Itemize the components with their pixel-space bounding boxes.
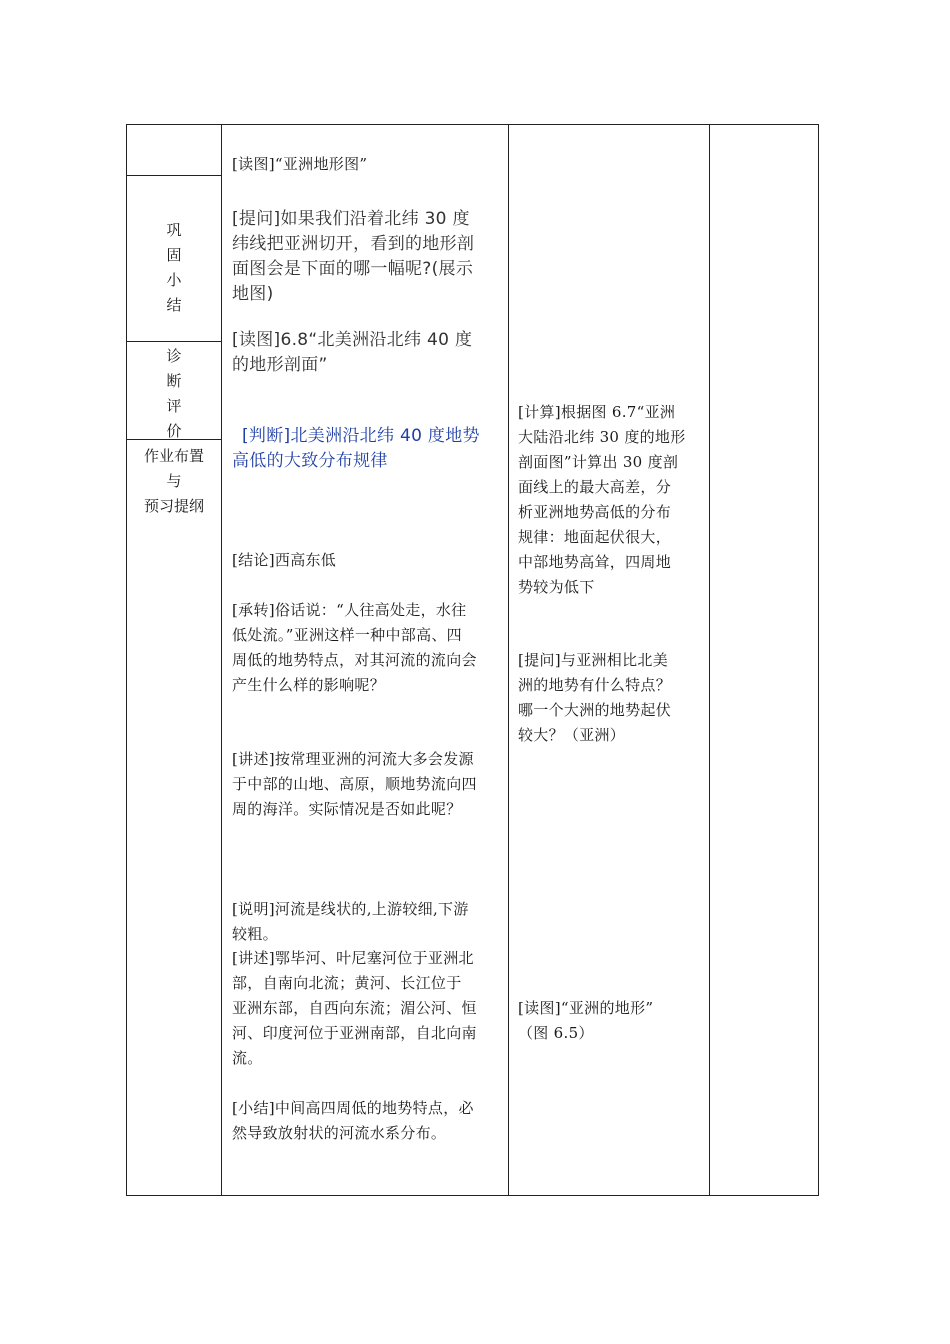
homework-line: 作业布置 bbox=[143, 447, 204, 465]
row-divider-2 bbox=[126, 341, 221, 342]
consolidate-char: 结 bbox=[166, 296, 182, 314]
read-map-line: （图 6.5） bbox=[518, 1024, 594, 1042]
read-map-asia-terrain: [读图]“亚洲地形图” bbox=[232, 155, 368, 173]
summary-line: 然导致放射状的河流水系分布。 bbox=[232, 1124, 447, 1142]
question-line: 纬线把亚洲切开，看到的地形剖 bbox=[232, 234, 475, 254]
col-divider-3 bbox=[709, 124, 710, 1196]
ask-line: 洲的地势有什么特点？ bbox=[518, 676, 672, 694]
consolidate-char: 固 bbox=[166, 246, 182, 264]
lecture-line: 流。 bbox=[232, 1049, 263, 1067]
calc-line: 大陆沿北纬 30 度的地形 bbox=[518, 428, 686, 446]
judge-line: [判断]北美洲沿北纬 40 度地势 bbox=[242, 426, 480, 446]
lecture-line: 河、印度河位于亚洲南部，自北向南 bbox=[232, 1024, 477, 1042]
transition-line: 周低的地势特点，对其河流的流向会 bbox=[232, 651, 477, 669]
calc-line: [计算]根据图 6.7“亚洲 bbox=[518, 403, 676, 421]
ask-line: 哪一个大洲的地势起伏 bbox=[518, 701, 672, 719]
lecture-line: 部，自南向北流；黄河、长江位于 bbox=[232, 974, 462, 992]
question-line: 面图会是下面的哪一幅呢?(展示 bbox=[232, 259, 474, 279]
read-map-line: [读图]“亚洲的地形” bbox=[518, 999, 654, 1017]
summary-line: [小结]中间高四周低的地势特点，必 bbox=[232, 1099, 474, 1117]
homework-line: 预习提纲 bbox=[143, 497, 204, 515]
read-map-line: [读图]6.8“北美洲沿北纬 40 度 bbox=[232, 330, 473, 350]
calc-line: 势较为低下 bbox=[518, 578, 595, 596]
table-border-top bbox=[126, 124, 819, 125]
conclusion: [结论]西高东低 bbox=[232, 551, 337, 569]
judge-line: 高低的大致分布规律 bbox=[232, 451, 388, 471]
diagnose-char: 断 bbox=[166, 372, 182, 390]
table-border-bottom bbox=[126, 1195, 819, 1196]
lecture-line: 于中部的山地、高原，顺地势流向四 bbox=[232, 775, 477, 793]
calc-line: 规律：地面起伏很大， bbox=[518, 528, 672, 546]
question-line: 地图) bbox=[232, 284, 274, 304]
transition-line: [承转]俗话说：“人往高处走，水往 bbox=[232, 601, 467, 619]
diagnose-char: 诊 bbox=[166, 347, 182, 365]
lecture-line: 周的海洋。实际情况是否如此呢？ bbox=[232, 800, 462, 818]
explain-line: [说明]河流是线状的,上游较细,下游 bbox=[232, 900, 469, 918]
homework-line: 与 bbox=[166, 472, 182, 490]
diagnose-char: 价 bbox=[166, 422, 182, 440]
question-line: [提问]如果我们沿着北纬 30 度 bbox=[232, 209, 470, 229]
ask-line: [提问]与亚洲相比北美 bbox=[518, 651, 669, 669]
calc-line: 中部地势高耸，四周地 bbox=[518, 553, 672, 571]
calc-line: 面线上的最大高差，分 bbox=[518, 478, 672, 496]
diagnose-char: 评 bbox=[166, 397, 182, 415]
col-divider-2 bbox=[508, 124, 509, 1196]
transition-line: 产生什么样的影响呢？ bbox=[232, 676, 386, 694]
transition-line: 低处流。”亚洲这样一种中部高、四 bbox=[232, 626, 462, 644]
read-map-line: 的地形剖面” bbox=[232, 355, 328, 375]
table-border-right bbox=[818, 124, 819, 1196]
consolidate-char: 巩 bbox=[166, 221, 182, 239]
calc-line: 析亚洲地势高低的分布 bbox=[518, 503, 672, 521]
col-divider-1 bbox=[221, 124, 222, 1196]
lecture-line: 亚洲东部，自西向东流；湄公河、恒 bbox=[232, 999, 477, 1017]
row-divider-1 bbox=[126, 175, 221, 176]
lecture-line: [讲述]按常理亚洲的河流大多会发源 bbox=[232, 750, 474, 768]
calc-line: 剖面图”计算出 30 度剖 bbox=[518, 453, 679, 471]
explain-line: 较粗。 bbox=[232, 925, 278, 943]
ask-line: 较大？（亚洲） bbox=[518, 726, 626, 744]
consolidate-char: 小 bbox=[166, 271, 182, 289]
lecture-line: [讲述]鄂毕河、叶尼塞河位于亚洲北 bbox=[232, 949, 474, 967]
